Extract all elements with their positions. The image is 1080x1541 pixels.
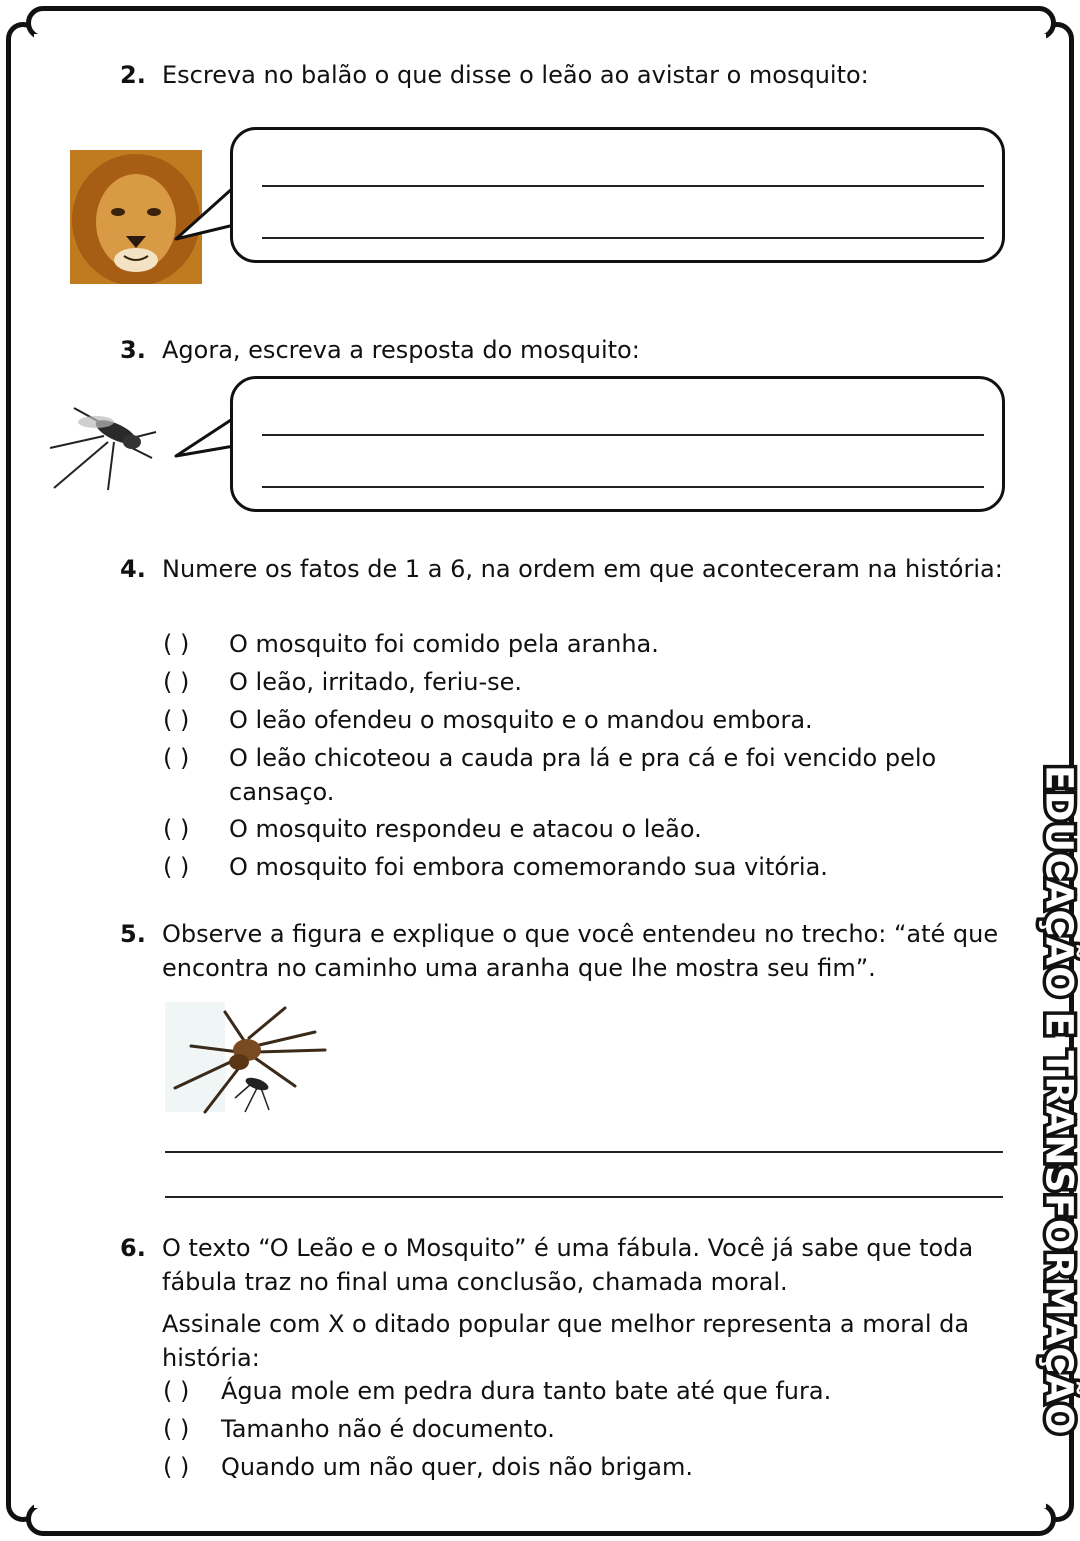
question-4 bbox=[120, 552, 1005, 586]
instruction-text: Assinale com X o ditado popular que melhor representa a moral da história: bbox=[162, 1310, 970, 1372]
fact-item[interactable]: ( ) O mosquito foi comido pela aranha. bbox=[163, 630, 659, 658]
speech-balloon-mosquito bbox=[230, 376, 1005, 512]
proverb-option[interactable]: ( ) Tamanho não é documento. bbox=[163, 1415, 555, 1443]
answer-line[interactable] bbox=[165, 1151, 1003, 1153]
question-text: Agora, escreva a resposta do mosquito: bbox=[162, 336, 640, 364]
fact-item[interactable]: ( ) O mosquito foi embora comemorando sua vitória. bbox=[163, 853, 828, 881]
speech-balloon-lion bbox=[230, 127, 1005, 263]
mosquito-image bbox=[44, 402, 162, 494]
answer-line[interactable] bbox=[165, 1196, 1003, 1198]
answer-line[interactable] bbox=[262, 486, 984, 488]
question-number: 4. bbox=[120, 555, 146, 583]
question-number: 6. bbox=[120, 1234, 146, 1262]
question-2 bbox=[120, 58, 1000, 92]
question-text: O texto “O Leão e o Mosquito” é uma fábula. Você já sabe que toda fábula traz no final uma conclusão, chamada moral. bbox=[162, 1234, 974, 1296]
spider-and-mosquito-image bbox=[165, 1002, 330, 1118]
answer-line[interactable] bbox=[262, 237, 984, 239]
question-text: Numere os fatos de 1 a 6, na ordem em que aconteceram na história: bbox=[162, 555, 1003, 583]
proverb-option[interactable]: ( ) Quando um não quer, dois não brigam. bbox=[163, 1453, 694, 1481]
question-5 bbox=[120, 917, 1005, 985]
speech-tail-lion bbox=[174, 185, 238, 245]
fact-item[interactable]: ( ) O leão, irritado, feriu-se. bbox=[163, 668, 523, 696]
answer-line[interactable] bbox=[262, 434, 984, 436]
question-3 bbox=[120, 333, 1000, 367]
speech-tail-mosquito bbox=[174, 416, 238, 462]
proverb-option[interactable]: ( ) Água mole em pedra dura tanto bate até que fura. bbox=[163, 1377, 832, 1405]
question-number: 5. bbox=[120, 920, 146, 948]
question-number: 3. bbox=[120, 336, 146, 364]
question-6 bbox=[120, 1231, 1005, 1299]
fact-item[interactable]: ( ) O leão ofendeu o mosquito e o mandou embora. bbox=[163, 706, 813, 734]
question-6-instruction bbox=[120, 1307, 1005, 1375]
question-text: Escreva no balão o que disse o leão ao avistar o mosquito: bbox=[162, 61, 869, 89]
question-number: 2. bbox=[120, 61, 146, 89]
fact-item[interactable]: ( ) O mosquito respondeu e atacou o leão. bbox=[163, 815, 702, 843]
answer-line[interactable] bbox=[262, 185, 984, 187]
brand-side-title: EDUCAÇÃO E TRANSFORMAÇÃO bbox=[1037, 765, 1080, 1435]
question-text: Observe a figura e explique o que você entendeu no trecho: “até que encontra no caminho uma aranha que lhe mostra seu fim”. bbox=[162, 920, 999, 982]
fact-item[interactable]: ( ) O leão chicoteou a cauda pra lá e pra cá e foi vencido pelo cansaço. bbox=[163, 744, 937, 806]
